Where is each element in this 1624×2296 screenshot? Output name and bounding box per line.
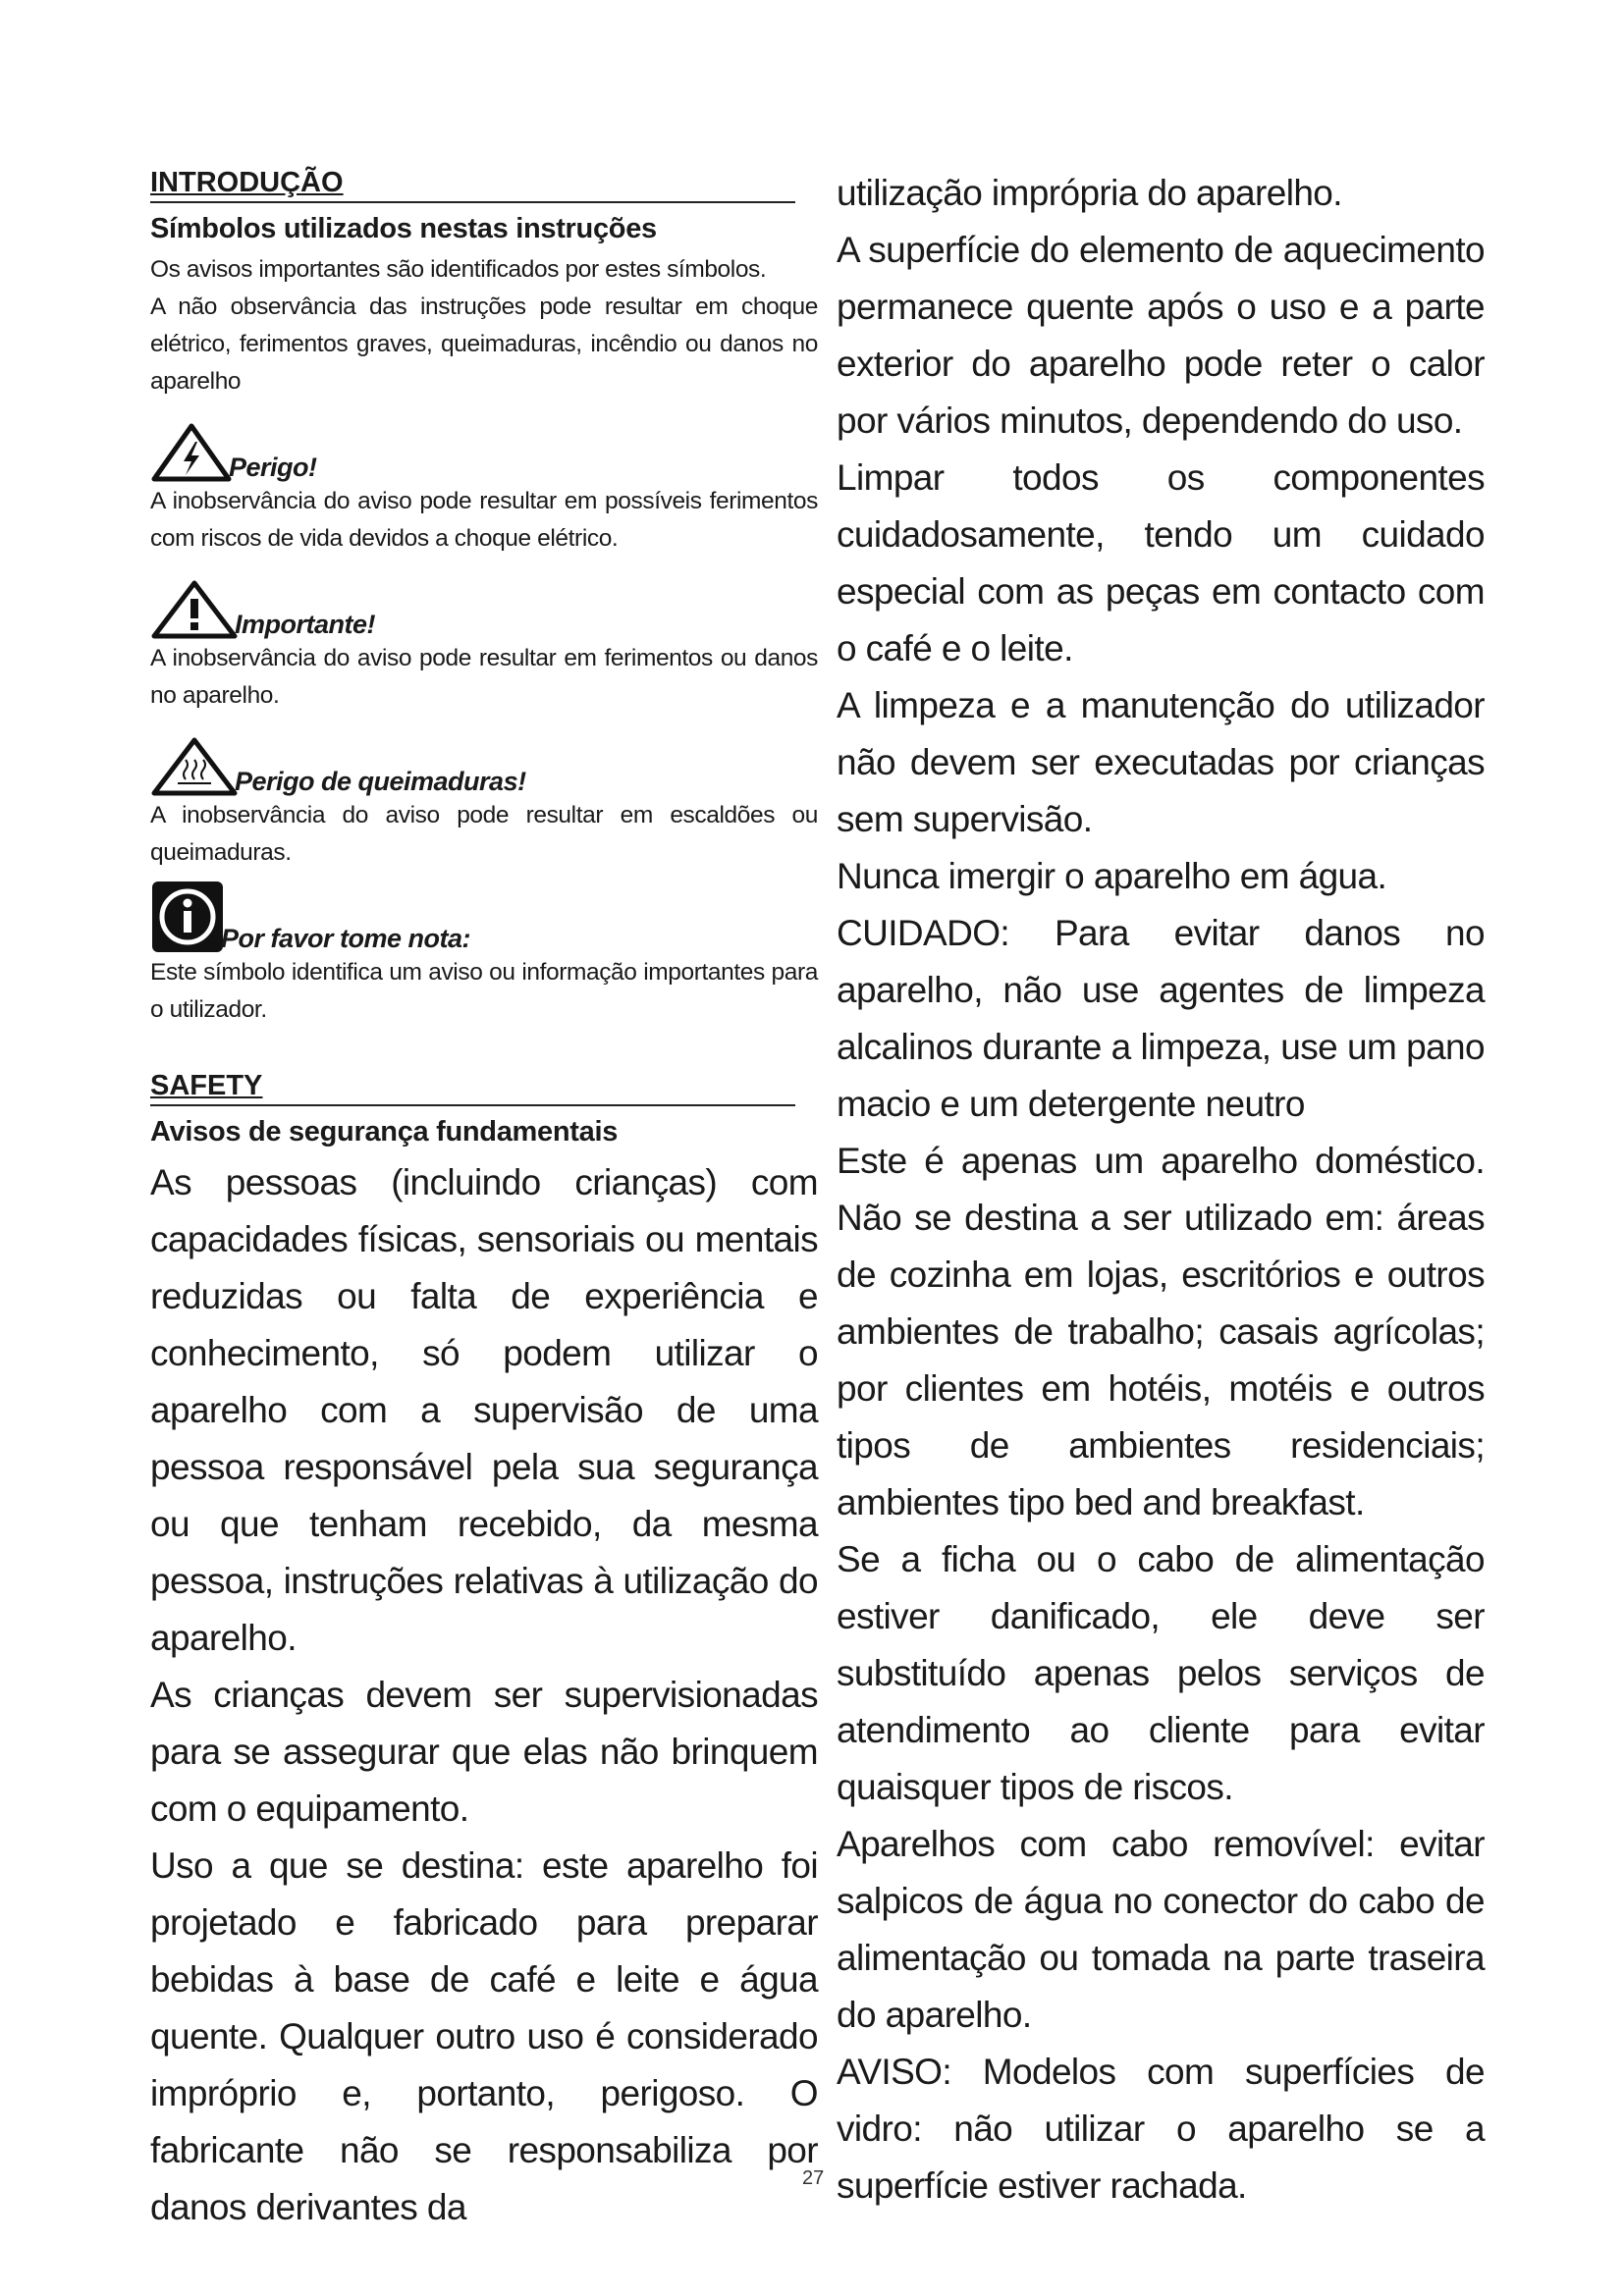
intro-paragraph-2: A não observância das instruções pode resultar em choque elétrico, ferimentos graves, queimaduras, incêndio ou danos no aparelho bbox=[150, 294, 818, 395]
safety-paragraph-2: As crianças devem ser supervisionadas para se assegurar que elas não brinquem com o equipamento. bbox=[150, 1675, 818, 1829]
symbol-burn-label: Perigo de queimaduras! bbox=[235, 767, 526, 796]
symbol-burn-text: A inobservância do aviso pode resultar em escaldões ou queimaduras. bbox=[150, 802, 818, 866]
right-paragraph-4: A limpeza e a manutenção do utilizador não devem ser executadas por crianças sem supervisão. bbox=[837, 685, 1485, 839]
right-paragraph-8: Se a ficha ou o cabo de alimentação estiver danificado, ele deve ser substituído apenas pelos serviços de atendimento ao cliente para evitar quaisquer tipos de riscos. bbox=[837, 1539, 1485, 1807]
symbol-important-text: A inobservância do aviso pode resultar em ferimentos ou danos no aparelho. bbox=[150, 645, 818, 709]
symbol-danger-text: A inobservância do aviso pode resultar em possíveis ferimentos com riscos de vida devidos a choque elétrico. bbox=[150, 488, 818, 552]
symbols-subheading: Símbolos utilizados nestas instruções bbox=[150, 213, 657, 244]
symbol-important-row bbox=[150, 563, 818, 640]
symbol-danger-row bbox=[150, 406, 818, 483]
intro-heading: INTRODUÇÃO bbox=[150, 167, 795, 203]
right-paragraph-1: utilização imprópria do aparelho. bbox=[837, 173, 1342, 213]
right-paragraph-7: Este é apenas um aparelho doméstico. Não se destina a ser utilizado em: áreas de cozinha em lojas, escritórios e outros ambientes de trabalho; casais agrícolas; por clientes em hotéis, motéis e outros tipos de ambientes residenciais; ambientes tipo bed and breakfast. bbox=[837, 1141, 1485, 1522]
right-paragraph-5: Nunca imergir o aparelho em água. bbox=[837, 856, 1387, 896]
intro-paragraph-1: Os avisos importantes são identificados por estes símbolos. bbox=[150, 256, 767, 283]
right-paragraph-6: CUIDADO: Para evitar danos no aparelho, não use agentes de limpeza alcalinos durante a limpeza, use um pano macio e um detergente neutro bbox=[837, 913, 1485, 1124]
warning-exclamation-icon bbox=[150, 579, 239, 640]
safety-subheading: Avisos de segurança fundamentais bbox=[150, 1116, 619, 1148]
right-paragraph-3: Limpar todos os componentes cuidadosamente, tendo um cuidado especial com as peças em contacto com o café e o leite. bbox=[837, 457, 1485, 668]
info-icon bbox=[150, 880, 225, 954]
right-paragraph-9: Aparelhos com cabo removível: evitar salpicos de água no conector do cabo de alimentação ou tomada na parte traseira do aparelho. bbox=[837, 1824, 1485, 2035]
right-paragraph-10: AVISO: Modelos com superfícies de vidro: não utilizar o aparelho se a superfície estiver rachada. bbox=[837, 2052, 1485, 2206]
symbol-important-label: Importante! bbox=[235, 610, 375, 639]
symbol-note-text: Este símbolo identifica um aviso ou informação importantes para o utilizador. bbox=[150, 959, 818, 1023]
right-paragraph-2: A superfície do elemento de aquecimento permanece quente após o uso e a parte exterior do aparelho pode reter o calor por vários minutos, dependendo do uso. bbox=[837, 230, 1485, 441]
symbol-note-row bbox=[150, 878, 818, 954]
left-column bbox=[150, 167, 818, 2236]
safety-heading: SAFETY bbox=[150, 1070, 795, 1106]
right-column bbox=[837, 165, 1485, 2215]
electric-hazard-icon bbox=[150, 422, 233, 483]
safety-paragraph-3: Uso a que se destina: este aparelho foi projetado e fabricado para preparar bebidas à base de café e leite e água quente. Qualquer outro uso é considerado impróprio e, portanto, perigoso. O fabricante não se responsabiliza por danos derivantes da bbox=[150, 1845, 818, 2227]
symbol-danger-label: Perigo! bbox=[229, 453, 317, 482]
hot-surface-icon bbox=[150, 736, 239, 797]
safety-paragraph-1: As pessoas (incluindo crianças) com capacidades físicas, sensoriais ou mentais reduzidas ou falta de experiência e conhecimento, só podem utilizar o aparelho com a supervisão de uma pessoa responsável pela sua segurança ou que tenham recebido, da mesma pessoa, instruções relativas à utilização do aparelho. bbox=[150, 1162, 818, 1658]
symbol-burn-row bbox=[150, 721, 818, 797]
symbol-note-label: Por favor tome nota: bbox=[221, 924, 471, 953]
page-number: 27 bbox=[802, 2167, 825, 2189]
